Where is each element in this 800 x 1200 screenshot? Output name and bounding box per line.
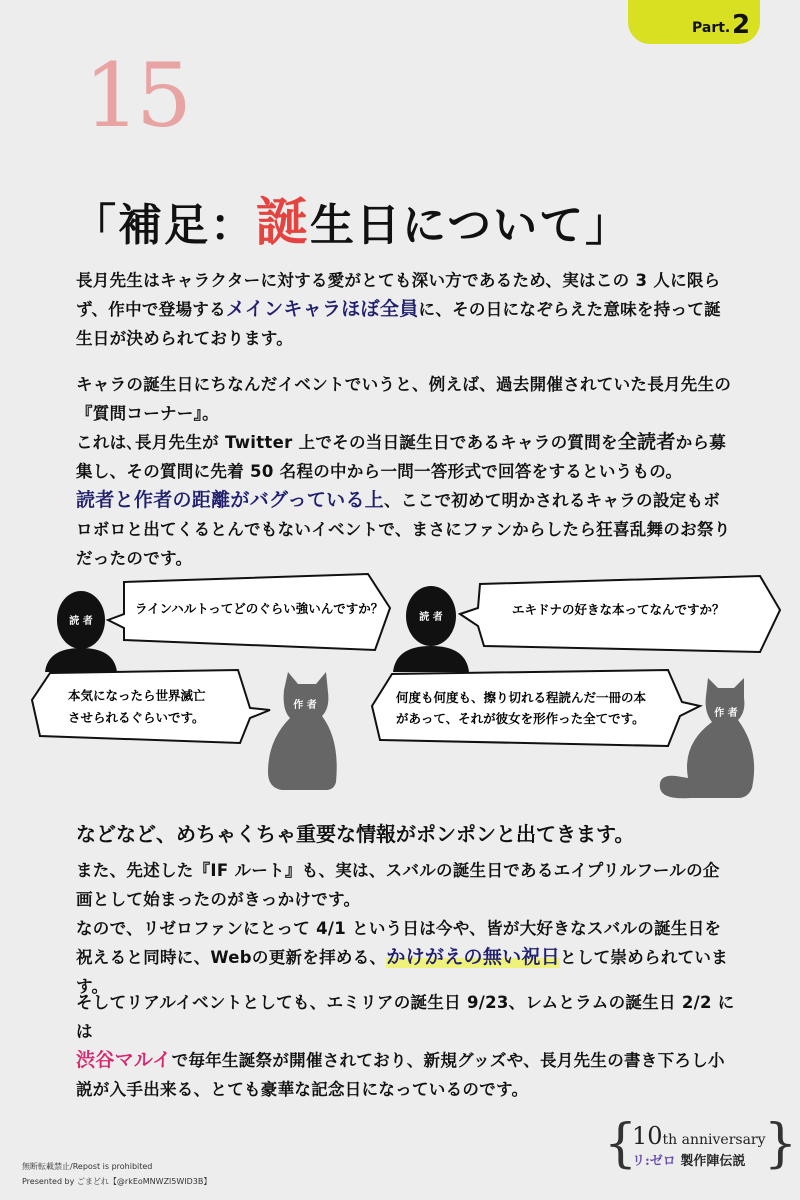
author-tag-right: 作 者 [714, 708, 738, 719]
reader-tag-left: 読 者 [69, 616, 93, 627]
para2-text-e: 、ここで初めて明かされるキャラの設定もボロボロと出てくるとんでもないイベントで、まさにファンからしたら狂喜乱舞のお祭りだったのです。 [76, 491, 731, 568]
presented-by: Presented by ごまどれ【@rkEoMNWZl5WID3B】 [22, 1177, 212, 1186]
logo-anniversary: anniversary [681, 1132, 766, 1148]
para4-highlight: 渋谷マルイ [76, 1049, 172, 1071]
section-subheading: などなど、めちゃくちゃ重要な情報がポンポンと出てきます。 [76, 822, 635, 846]
para3-text-c: として崇められています。 [76, 948, 729, 996]
reader-silhouette-right [393, 586, 469, 672]
para2-text-d: から募集し、その質問に先着 50 名程の中から一問一答形式で回答をするというもの。 [76, 433, 727, 481]
answer-line1-left: 本気になったら世界滅亡 [68, 688, 206, 703]
logo-line1 [632, 1122, 766, 1150]
title-red-char: 誕 [256, 193, 311, 253]
para2-all-readers: 全読者 [617, 431, 676, 453]
para2-text-a: キャラの誕生日にちなんだイベントでいうと、例えば、過去開催されていた長月先生の『質問コーナー』。 [76, 375, 732, 423]
paragraph-intro [76, 266, 736, 353]
para1-text-a: 長月先生はキャラクターに対する愛がとても深い方であるため、実はこの 3 人に限らず、作中で登場する [76, 271, 721, 319]
part-label: Part. [692, 20, 731, 36]
para2-line-b [76, 428, 736, 486]
chapter-number: 15 [84, 44, 188, 147]
question-text-left: ラインハルトってどのぐらい強いんですか？ [135, 601, 384, 616]
para4-line-b [76, 1046, 736, 1104]
para4-text-a: そしてリアルイベントとしても、エミリアの誕生日 9/23、レムとラムの誕生日 2/2 には [76, 993, 735, 1041]
part-number: 2 [732, 10, 751, 40]
anniversary-logo [604, 1114, 798, 1178]
title-rest: 生日について」 [310, 200, 632, 251]
para3-text-b: なので、リゼロファンにとって 4/1 という日は今や、皆が大好きなスバルの誕生日を祝えると同時に、Webの更新を拝める、 [76, 919, 722, 967]
paragraph-question-corner [76, 370, 736, 573]
para1-text-b: に、その日になぞらえた意味を持って誕生日が決められております。 [76, 300, 721, 348]
paragraph-if-route [76, 856, 736, 1001]
logo-brace-right: } [764, 1114, 798, 1174]
para2-highlight: 読者と作者の距離がバグっている上 [76, 489, 385, 511]
logo-subtitle: 製作陣伝説 [680, 1154, 746, 1169]
answer-bubble-right [372, 670, 700, 746]
logo-ten: 10 [632, 1122, 663, 1150]
logo-line2 [632, 1150, 745, 1169]
repost-notice: 無断転載禁止/Repost is prohibited [22, 1162, 153, 1171]
answer-line1-right: 何度も何度も、擦り切れる程読んだ一冊の本 [396, 690, 647, 705]
cat-silhouette-left [268, 672, 337, 790]
para4-text-b: で毎年生誕祭が開催されており、新規グッズや、長月先生の書き下ろし小説が入手出来る、とても豪華な記念日になっているのです。 [76, 1051, 725, 1099]
para2-text-b: これは､長月先生が Twitter 上でその当日誕生日であるキャラの質問を [76, 433, 618, 452]
title-open: 「補足： [72, 200, 256, 251]
part-tab [628, 0, 760, 44]
logo-th: th [662, 1132, 678, 1148]
answer-bubble-left [32, 670, 270, 743]
answer-line2-left: させられるぐらいです。 [68, 710, 205, 725]
logo-brace-left: { [604, 1114, 638, 1174]
para1-highlight: メインキャラほぼ全員 [225, 298, 419, 320]
author-tag-left: 作 者 [293, 700, 317, 711]
logo-rezero: リ:ゼロ [632, 1154, 676, 1169]
para3-highlight: かけがえの無い祝日 [386, 946, 561, 968]
answer-line2-right: があって、それが彼女を形作った全てです。 [396, 711, 645, 726]
para3-text-a: また、先述した『IF ルート』も、実は、スバルの誕生日であるエイプリルフールの企画として始まったのがきっかけです。 [76, 861, 720, 909]
question-text-right: エキドナの好きな本ってなんですか？ [512, 602, 725, 617]
dialogue-illustration [0, 560, 800, 810]
reader-tag-right: 読 者 [419, 612, 443, 623]
reader-silhouette-left [45, 591, 117, 672]
paragraph-real-events [76, 988, 736, 1104]
page-title [72, 180, 631, 255]
